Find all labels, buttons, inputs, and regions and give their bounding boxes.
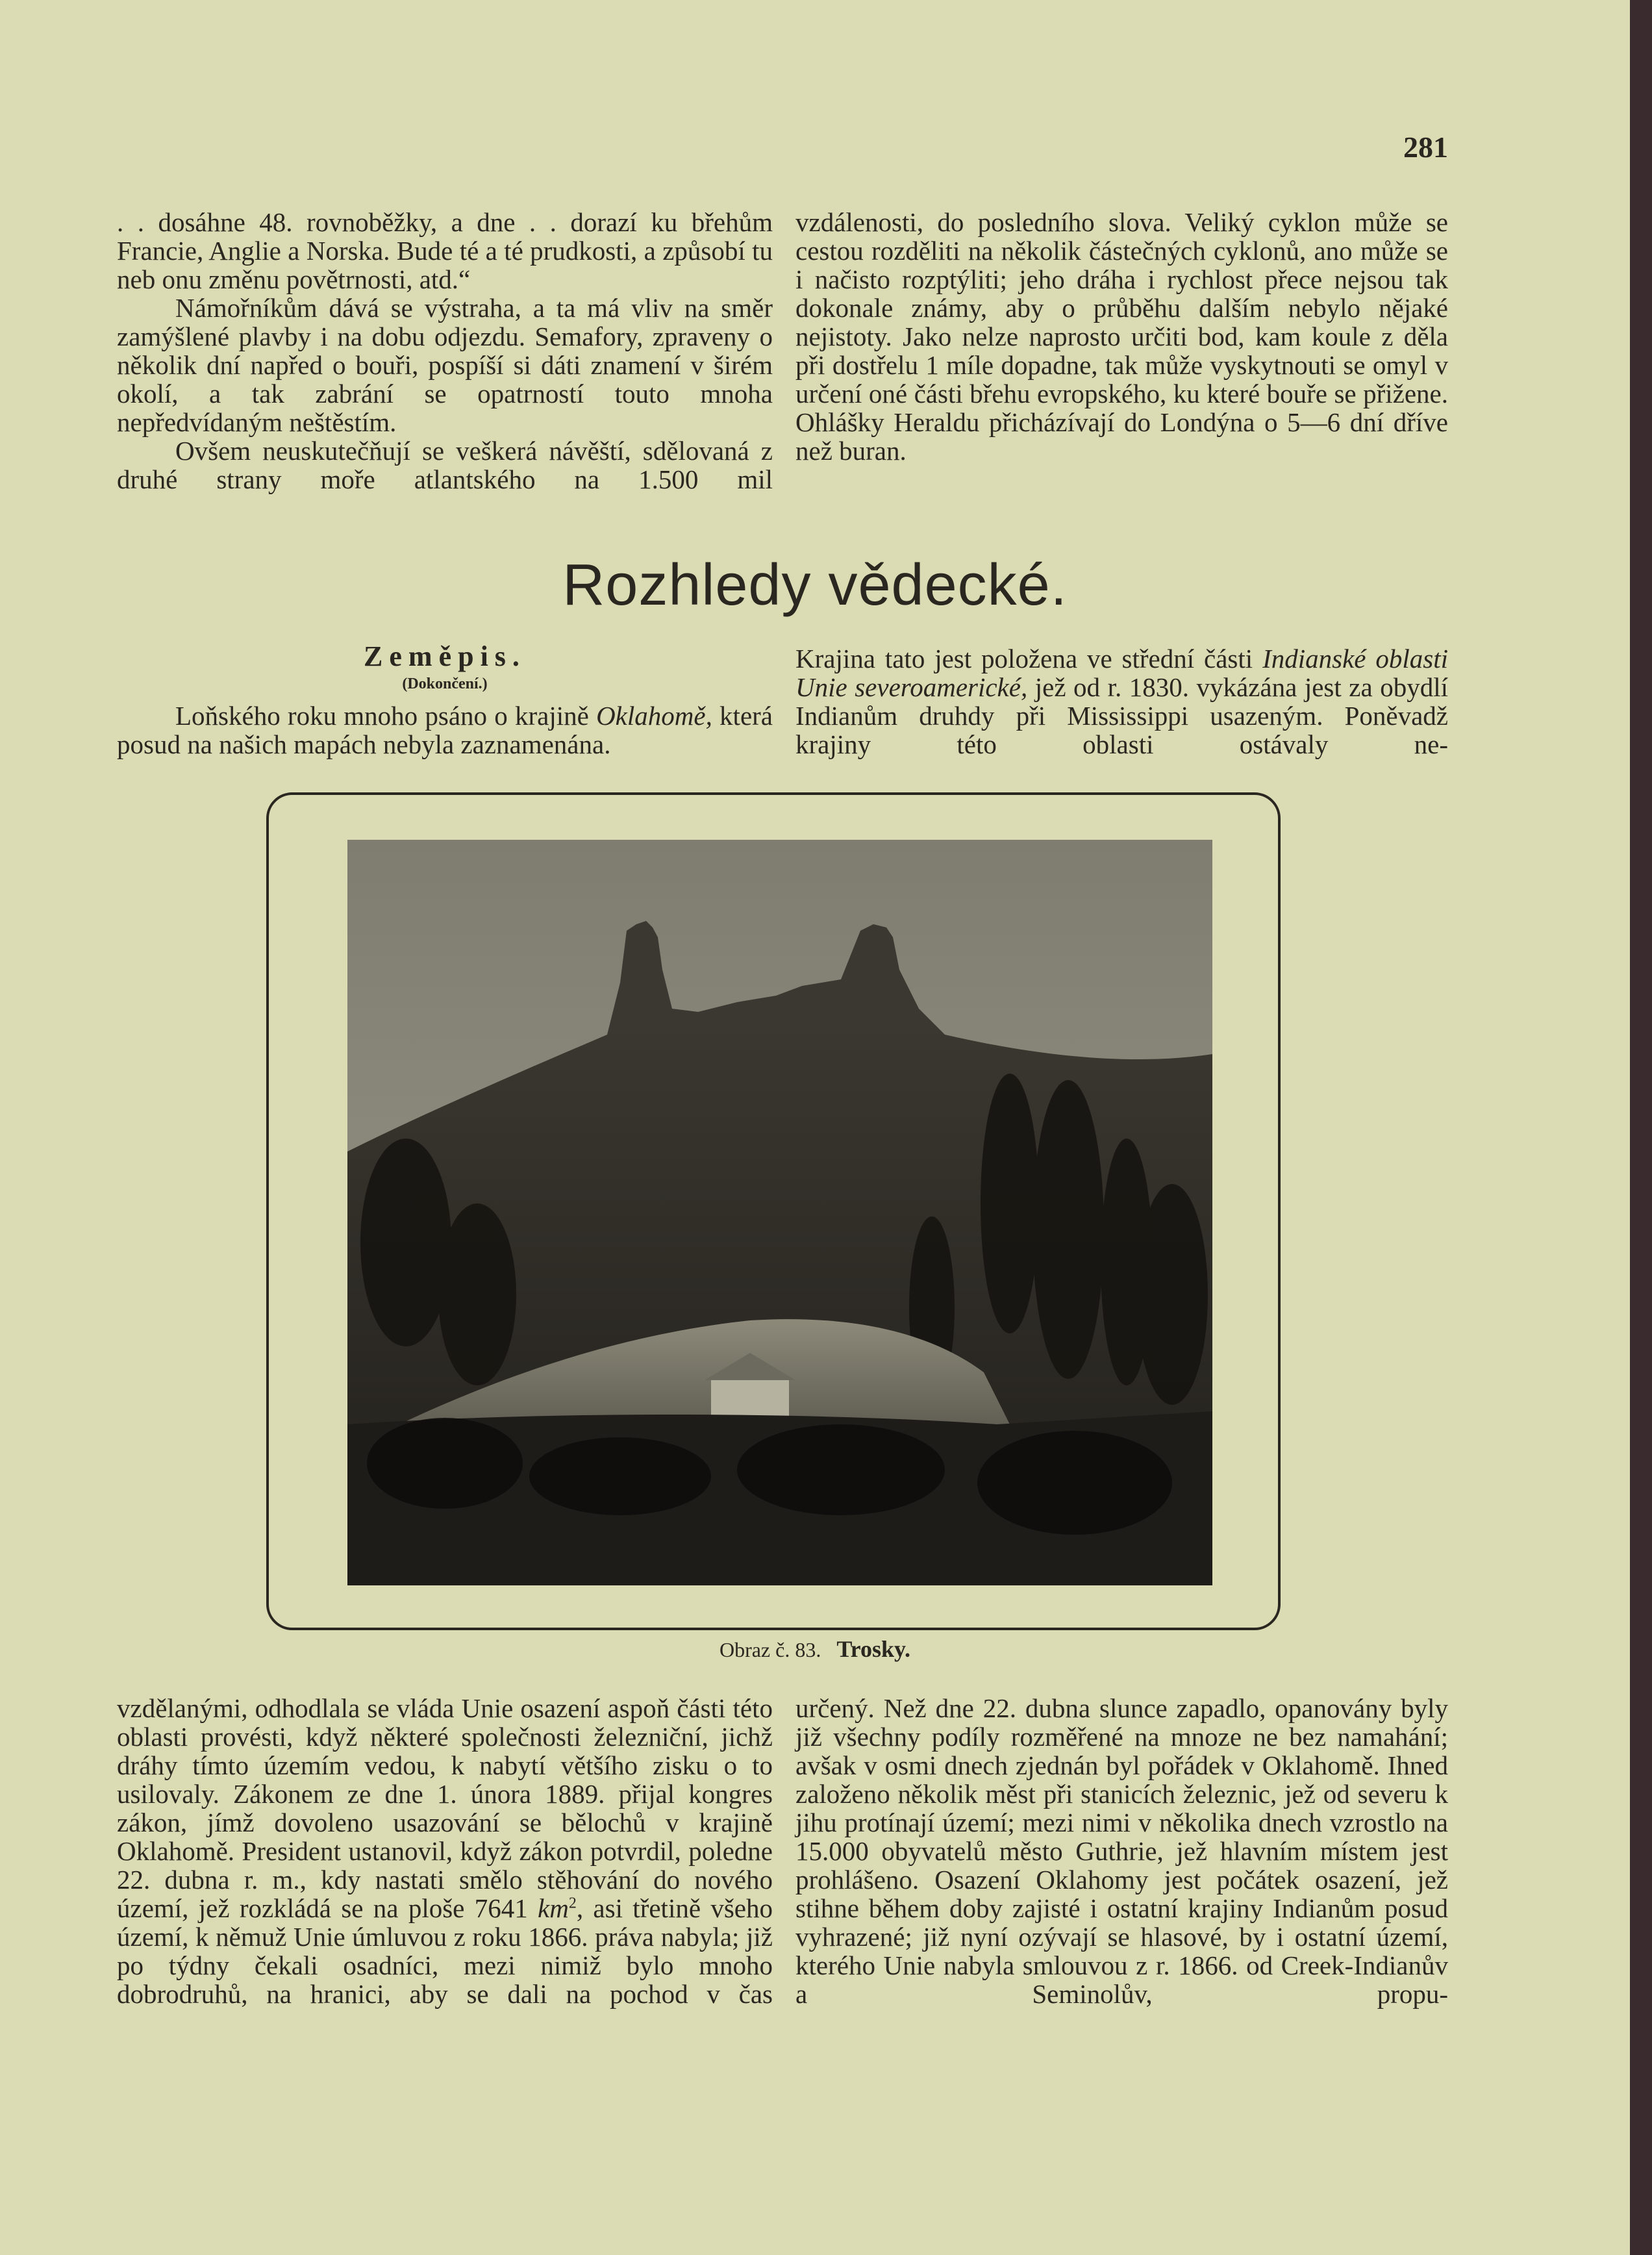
text-run: jež od r. 1830. vykázána jest za obydlí Indianům druhdy při Mississippi usazeným. Poněvadž krajiny této oblasti ostávaly ne-	[795, 672, 1448, 759]
top-right-column	[795, 208, 1448, 465]
bottom-right-column	[795, 1694, 1448, 2008]
subsection-heading: Zeměpis.	[364, 640, 526, 672]
text-run: , asi třetině všeho území, k němuž Unie úmluvou z roku 1866. práva nabyla; již po týdny čekali osadníci, mezi nimiž bylo mnoho dobrodruhů, na hranici, aby se dali na pochod v čas	[117, 1893, 773, 2009]
text-run: Krajina tato jest položena ve střední části	[795, 644, 1263, 674]
paragraph	[117, 1694, 773, 2008]
book-binding-edge	[1630, 0, 1652, 2255]
paragraph: určený. Než dne 22. dubna slunce zapadlo, opanovány byly již všechny podíly rozměřené na mnoze ne bez namahání; avšak v osmi dnech zjednán byl pořádek v Oklahomě. Ihned založeno několik měst při stanicích železnic, jež od severu k jihu protínají území; mezi nimi v několika dnech vzrostlo na 15.000 obyvatelů město Guthrie, jež hlavním místem jest prohlášeno. Osazení Oklahomy jest počátek osazení, jež stihne během doby zajisté i ostatní krajiny Indianům posud vyhrazené; již nyní ozývají se hlasové, by i ostatní území, kterého Unie nabyla smlouvou z r. 1866. od Creek-Indianův a Seminolův, propu-	[795, 1693, 1448, 2009]
unit-km: km	[538, 1893, 569, 1923]
section-title: Rozhledy vědecké.	[562, 553, 1068, 618]
caption-title: Trosky.	[836, 1636, 911, 1662]
caption-label: Obraz č. 83.	[719, 1638, 821, 1661]
paragraph	[117, 701, 773, 759]
italic-region-name: Indianské oblasti Unie severoamerické,	[795, 644, 1448, 702]
subsection-note: (Dokončení.)	[402, 675, 488, 692]
italic-place-name: Oklahomě,	[596, 701, 712, 731]
unit-exponent: 2	[568, 1895, 577, 1912]
page-number: 281	[1403, 131, 1448, 164]
figure-caption	[0, 1635, 1630, 1663]
paragraph: Ovšem neuskutečňují se veškerá návěští, sdělovaná z druhé strany moře atlantského na 1.500 mil	[117, 436, 773, 494]
paragraph: Námořníkům dává se výstraha, a ta má vliv na směr zamýšlené plavby i na dobu odjezdu. Semafory, zpraveny o několik dní napřed o bouři, pospíší si dáti znamení v širém okolí, a tak zabrání se opatrností touto mnoha nepředvídaným neštěstím.	[117, 293, 773, 437]
text-run: Loňského roku mnoho psáno o krajině	[175, 701, 597, 731]
top-left-column	[117, 208, 773, 494]
paragraph: . . dosáhne 48. rovnoběžky, a dne . . dorazí ku břehům Francie, Anglie a Norska. Bude té a té prudkosti, a způsobí tu neb onu změnu povětrnosti, atd.“	[117, 207, 773, 294]
text-run: která posud na našich mapách nebyla zaznamenána.	[117, 701, 773, 759]
castle-ruins-photo	[347, 840, 1212, 1585]
text-run: vzdělanými, odhodlala se vláda Unie osazení aspoň části této oblasti provésti, když některé společnosti železniční, jichž dráhy tímto územím vedou, k nabytí většího zisku o to usilovaly. Zákonem ze dne 1. února 1889. přijal kongres zákon, jímž dovoleno usazování se bělochů v krajině Oklahomě. President ustanovil, když zákon potvrdil, poledne 22. dubna r. m., kdy nastati smělo stěhování do nového území, jež rozkládá se na ploše 7641	[117, 1693, 773, 1923]
paragraph: vzdálenosti, do posledního slova. Veliký cyklon může se cestou rozděliti na několik částečných cyklonů, ano může se i načisto rozptýliti; jeho dráha i rychlost přece nejsou tak dokonale známy, aby o průběhu dalším nebylo nějaké nejistoty. Jako nelze naprosto určiti bod, kam koule z děla při dostřelu 1 míle dopadne, tak může vyskytnouti se omyl v určení oné části břehu evropského, ku které bouře se přižene. Ohlášky Heraldu přicházívají do Londýna o 5—6 dní dříve než buran.	[795, 207, 1448, 466]
mid-left-column	[117, 701, 773, 759]
mid-right-column	[795, 644, 1448, 759]
paragraph	[795, 644, 1448, 759]
bottom-left-column	[117, 1694, 773, 2008]
